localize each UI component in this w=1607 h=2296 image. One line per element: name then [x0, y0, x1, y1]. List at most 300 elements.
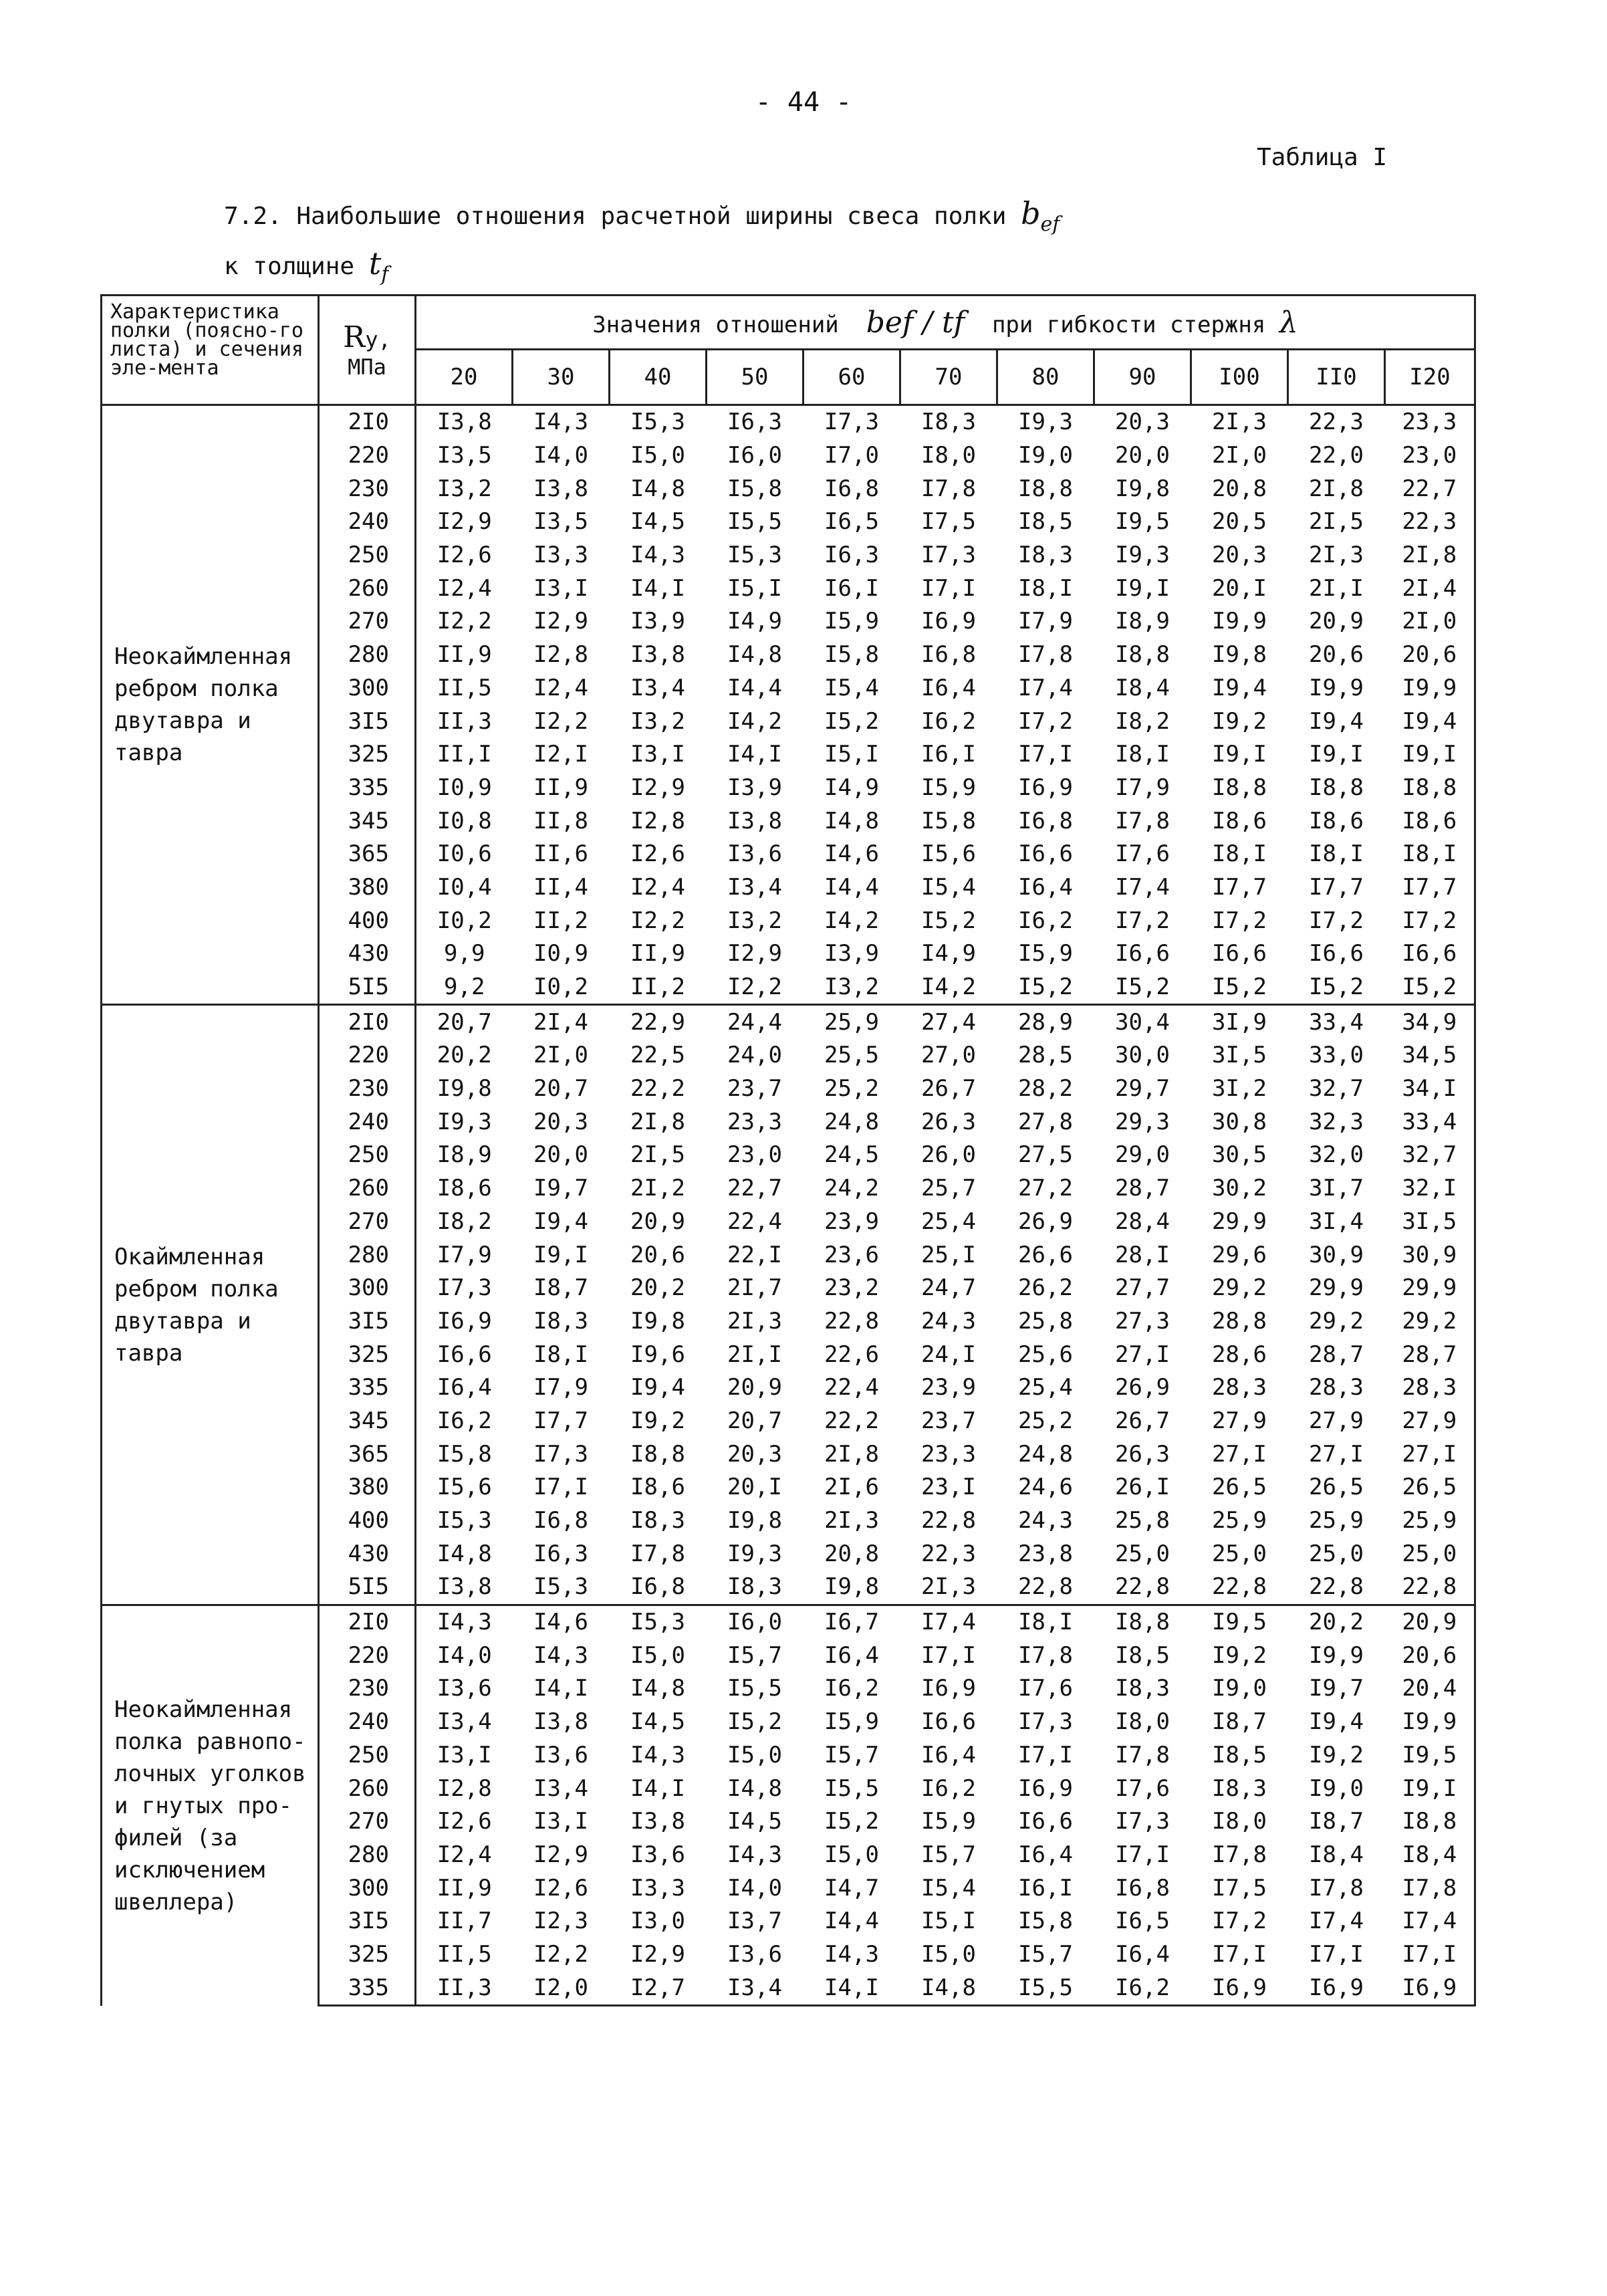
value-cell: 29,2 [1309, 1307, 1364, 1335]
ry-cell: 280 [319, 1839, 416, 1872]
value-cell: I3,6 [533, 1741, 588, 1768]
value-cell: I5,0 [824, 1841, 879, 1868]
value-cell: 24,7 [921, 1274, 976, 1302]
value-cell: I8,3 [707, 1571, 804, 1605]
value-cell: I6,3 [824, 542, 879, 569]
value-cell: I5,9 [921, 774, 976, 801]
value-cell: I3,9 [630, 608, 685, 635]
value-cell: I4,7 [824, 1874, 879, 1902]
value-cell: I3,4 [727, 873, 782, 901]
value-cell: 26,5 [1212, 1474, 1267, 1501]
value-cell: 26,9 [1018, 1208, 1073, 1235]
value-cell: I6,6 [1018, 1808, 1073, 1835]
value-cell: 28,7 [1309, 1341, 1364, 1368]
value-cell: I4,2 [727, 707, 782, 735]
value-cell: I0,4 [437, 873, 492, 901]
value-cell: 20,6 [1309, 641, 1364, 669]
group-label-line: ребром полка [114, 675, 279, 703]
value-cell: I3,9 [727, 774, 782, 801]
value-cell: I6,3 [707, 405, 804, 439]
value-cell: I5,7 [1018, 1940, 1073, 1968]
header-ry-r: R [343, 320, 366, 354]
value-cell: 20,2 [437, 1042, 492, 1069]
value-cell: 28,3 [1309, 1374, 1364, 1401]
value-cell: I4,8 [727, 1774, 782, 1802]
value-cell: I6,0 [727, 442, 782, 469]
value-cell: 2I,5 [1309, 508, 1364, 536]
value-cell: 20,I [727, 1474, 782, 1501]
value-cell: I5,8 [1018, 1908, 1073, 1935]
value-cell: 23,7 [727, 1075, 782, 1103]
value-cell: I4,I [630, 574, 685, 602]
value-cell: I7,2 [1115, 907, 1170, 934]
ry-cell: 300 [319, 672, 416, 705]
value-cell: I7,4 [1115, 873, 1170, 901]
value-cell: I5,I [824, 741, 879, 768]
value-cell: 25,9 [1385, 1504, 1475, 1538]
column-header: 70 [900, 350, 997, 405]
value-cell: I4,2 [824, 907, 879, 934]
value-cell: 25,8 [1018, 1307, 1073, 1335]
table-row [102, 405, 1475, 439]
value-cell: 22,2 [630, 1075, 685, 1103]
value-cell: I6,4 [921, 1741, 976, 1768]
value-cell: I3,6 [437, 1675, 492, 1702]
value-cell: I7,I [921, 574, 976, 602]
value-cell: I0,2 [513, 971, 610, 1005]
value-cell: I2,6 [437, 1808, 492, 1835]
value-cell: I8,8 [1385, 1805, 1475, 1839]
value-cell: 25,4 [1018, 1374, 1073, 1401]
value-cell: I3,4 [630, 674, 685, 701]
value-cell: I3,8 [533, 1708, 588, 1736]
value-cell: I8,6 [630, 1474, 685, 1501]
value-cell: II,9 [630, 940, 685, 967]
value-cell: I5,3 [610, 405, 707, 439]
value-cell: 23,7 [921, 1407, 976, 1434]
value-cell: 26,3 [1115, 1440, 1170, 1468]
value-cell: I2,6 [437, 542, 492, 569]
value-cell: I9,I [1385, 738, 1475, 772]
value-cell: 27,5 [1018, 1141, 1073, 1169]
value-cell: 20,5 [1212, 508, 1267, 536]
column-header: 90 [1094, 350, 1191, 405]
value-cell: I2,8 [437, 1774, 492, 1802]
value-cell: I2,2 [533, 1940, 588, 1968]
value-cell: 2I,8 [630, 1108, 685, 1135]
value-cell: I8,3 [1115, 1675, 1170, 1702]
value-cell: 34,I [1385, 1072, 1475, 1106]
value-cell: I4,4 [824, 873, 879, 901]
value-cell: 2I,2 [630, 1175, 685, 1202]
value-cell: I7,8 [921, 475, 976, 502]
value-cell: 29,2 [1212, 1274, 1267, 1302]
ry-cell: 380 [319, 871, 416, 905]
value-cell: I8,5 [1018, 508, 1073, 536]
value-cell: I7,8 [1212, 1841, 1267, 1868]
value-cell: I9,4 [1212, 674, 1267, 701]
value-cell: 2I,3 [727, 1307, 782, 1335]
value-cell: 22,8 [1191, 1571, 1288, 1605]
ry-cell: 280 [319, 639, 416, 672]
ry-cell: 270 [319, 1805, 416, 1839]
symbol-b-sub: ef [1040, 213, 1060, 236]
value-cell: I5,2 [1094, 971, 1191, 1005]
ry-cell: 2I0 [319, 1605, 416, 1639]
heading-line-2-text: к толщине [224, 253, 355, 280]
value-cell: I3,7 [727, 1908, 782, 1935]
value-cell: 2I,5 [630, 1141, 685, 1169]
value-cell: I8,2 [437, 1208, 492, 1235]
value-cell: 20,9 [727, 1374, 782, 1401]
value-cell: 26,6 [1018, 1241, 1073, 1268]
value-cell: 27,7 [1115, 1274, 1170, 1302]
value-cell: 25,I [921, 1241, 976, 1268]
value-cell: I6,8 [1018, 807, 1073, 834]
value-cell: 27,4 [900, 1005, 997, 1039]
value-cell: I9,9 [1212, 608, 1267, 635]
value-cell: I5,2 [997, 971, 1094, 1005]
value-cell: I5,2 [824, 707, 879, 735]
value-cell: 30,2 [1212, 1175, 1267, 1202]
value-cell: I8,3 [533, 1307, 588, 1335]
value-cell: I2,6 [533, 1874, 588, 1902]
value-cell: I5,7 [727, 1641, 782, 1669]
value-cell: I8,8 [1018, 475, 1073, 502]
symbol-b: b [1021, 195, 1041, 231]
value-cell: 28,5 [1018, 1042, 1073, 1069]
ry-cell: 3I5 [319, 1905, 416, 1938]
value-cell: 22,5 [630, 1042, 685, 1069]
ry-cell: 325 [319, 1338, 416, 1371]
value-cell: I2,9 [630, 1940, 685, 1968]
value-cell: I9,6 [630, 1341, 685, 1368]
value-cell: I2,8 [533, 641, 588, 669]
value-cell: I6,2 [1094, 1971, 1191, 2005]
group-label-line: ребром полка [114, 1275, 279, 1302]
value-cell: 20,3 [727, 1440, 782, 1468]
header-lambda: λ [1279, 305, 1298, 340]
value-cell: I5,2 [921, 907, 976, 934]
value-cell: I6,2 [921, 1774, 976, 1802]
value-cell: 20,6 [1385, 639, 1475, 672]
value-cell: I2,9 [437, 508, 492, 536]
ry-cell: 335 [319, 1971, 416, 2005]
value-cell: 2I,3 [1191, 405, 1288, 439]
value-cell: I8,I [1115, 741, 1170, 768]
value-cell: I5,3 [513, 1571, 610, 1605]
value-cell: I2,9 [630, 774, 685, 801]
value-cell: I6,2 [921, 707, 976, 735]
value-cell: 20,0 [1115, 442, 1170, 469]
value-cell: 28,9 [997, 1005, 1094, 1039]
value-cell: I6,9 [1191, 1971, 1288, 2005]
value-cell: I7,9 [1018, 608, 1073, 635]
value-cell: I4,I [533, 1675, 588, 1702]
value-cell: I8,4 [1385, 1839, 1475, 1872]
value-cell: I8,8 [1212, 774, 1267, 801]
value-cell: I5,9 [1018, 940, 1073, 967]
ry-cell: 5I5 [319, 1571, 416, 1605]
value-cell: I6,5 [1115, 1908, 1170, 1935]
value-cell: I7,4 [900, 1605, 997, 1639]
value-cell: I5,7 [824, 1741, 879, 1768]
value-cell: II,8 [533, 807, 588, 834]
value-cell: 32,3 [1309, 1108, 1364, 1135]
value-cell: I9,7 [533, 1175, 588, 1202]
value-cell: 26,7 [1115, 1407, 1170, 1434]
value-cell: I4,3 [416, 1605, 513, 1639]
value-cell: 20,3 [1212, 542, 1267, 569]
value-cell: I6,3 [533, 1540, 588, 1567]
value-cell: 30,0 [1115, 1042, 1170, 1069]
value-cell: I5,8 [921, 807, 976, 834]
ry-cell: 270 [319, 605, 416, 639]
value-cell: 22,2 [824, 1407, 879, 1434]
value-cell: 22,3 [1385, 505, 1475, 539]
value-cell: I4,3 [630, 542, 685, 569]
value-cell: 25,2 [824, 1075, 879, 1103]
value-cell: I8,3 [900, 405, 997, 439]
ry-cell: 240 [319, 505, 416, 539]
ry-cell: 365 [319, 1438, 416, 1471]
ry-cell: 240 [319, 1706, 416, 1739]
value-cell: I7,9 [437, 1241, 492, 1268]
value-cell: 26,0 [921, 1141, 976, 1169]
symbol-t-sub: f [381, 263, 389, 286]
value-cell: I4,I [630, 1774, 685, 1802]
value-cell: 27,9 [1212, 1407, 1267, 1434]
value-cell: I5,6 [437, 1474, 492, 1501]
ry-cell: 365 [319, 838, 416, 871]
value-cell: 30,9 [1385, 1238, 1475, 1272]
ry-cell: 260 [319, 572, 416, 605]
value-cell: I2,4 [437, 574, 492, 602]
value-cell: 22,3 [921, 1540, 976, 1567]
value-cell: I2,9 [533, 1841, 588, 1868]
value-cell: I9,4 [1309, 707, 1364, 735]
value-cell: I8,0 [1115, 1708, 1170, 1736]
table-row [102, 1605, 1475, 1639]
value-cell: I9,2 [1212, 707, 1267, 735]
value-cell: 22,8 [1385, 1571, 1475, 1605]
value-cell: I8,8 [630, 1440, 685, 1468]
value-cell: I3,4 [533, 1774, 588, 1802]
value-cell: 20,9 [1309, 608, 1364, 635]
value-cell: I6,9 [1018, 774, 1073, 801]
value-cell: 3I,5 [1212, 1042, 1267, 1069]
value-cell: I7,4 [1309, 1908, 1364, 1935]
value-cell: II,5 [437, 1940, 492, 1968]
value-cell: 26,7 [921, 1075, 976, 1103]
value-cell: I8,3 [1018, 542, 1073, 569]
value-cell: I9,3 [997, 405, 1094, 439]
value-cell: I9,5 [1385, 1739, 1475, 1772]
value-cell: I7,7 [533, 1407, 588, 1434]
value-cell: I6,4 [1115, 1940, 1170, 1968]
value-cell: 29,9 [1212, 1208, 1267, 1235]
value-cell: 3I,9 [1191, 1005, 1288, 1039]
value-cell: I8,0 [921, 442, 976, 469]
value-cell: 26,5 [1309, 1474, 1364, 1501]
value-cell: I5,6 [921, 840, 976, 868]
value-cell: I7,I [533, 1474, 588, 1501]
value-cell: I4,I [727, 741, 782, 768]
value-cell: 26,I [1115, 1474, 1170, 1501]
ry-cell: 230 [319, 1072, 416, 1106]
header-characteristic: Характеристика полки (поясно-го листа) и сечения эле-мента [102, 296, 319, 405]
value-cell: 3I,2 [1212, 1075, 1267, 1103]
ry-cell: 300 [319, 1272, 416, 1305]
value-cell: I6,5 [824, 508, 879, 536]
value-cell: 2I,0 [1385, 605, 1475, 639]
heading-line-2 [224, 244, 1060, 294]
value-cell: I8,7 [1212, 1708, 1267, 1736]
value-cell: I5,3 [727, 542, 782, 569]
ry-cell: 3I5 [319, 1305, 416, 1339]
value-cell: 2I,4 [1385, 572, 1475, 605]
value-cell: I7,7 [1212, 873, 1267, 901]
value-cell: 26,2 [1018, 1274, 1073, 1302]
value-cell: I4,8 [630, 475, 685, 502]
value-cell: I5,4 [824, 674, 879, 701]
value-cell: 22,8 [997, 1571, 1094, 1605]
value-cell: I2,I [533, 741, 588, 768]
value-cell: I3,6 [630, 1841, 685, 1868]
value-cell: 20,3 [1094, 405, 1191, 439]
value-cell: I4,4 [824, 1908, 879, 1935]
value-cell: I7,9 [1115, 774, 1170, 801]
value-cell: 2I,8 [1385, 539, 1475, 572]
value-cell: 28,I [1115, 1241, 1170, 1268]
value-cell: 27,2 [1018, 1175, 1073, 1202]
value-cell: 2I,7 [727, 1274, 782, 1302]
value-cell: 28,7 [1115, 1175, 1170, 1202]
value-cell: 23,I [921, 1474, 976, 1501]
value-cell: 2I,3 [1309, 542, 1364, 569]
group-label-line: Неокаймленная [114, 643, 293, 671]
ry-cell: 5I5 [319, 971, 416, 1005]
value-cell: I9,8 [630, 1307, 685, 1335]
value-cell: 2I,8 [824, 1440, 879, 1468]
value-cell: I2,2 [533, 707, 588, 735]
value-cell: I3,4 [437, 1708, 492, 1736]
value-cell: I2,8 [630, 807, 685, 834]
value-cell: I3,I [630, 741, 685, 768]
value-cell: 20,6 [1385, 1639, 1475, 1672]
value-cell: 24,8 [824, 1108, 879, 1135]
value-cell: I8,4 [1115, 674, 1170, 701]
value-cell: I9,4 [533, 1208, 588, 1235]
value-cell: I4,8 [727, 641, 782, 669]
column-header: 80 [997, 350, 1094, 405]
value-cell: I4,0 [727, 1874, 782, 1902]
ry-cell: 380 [319, 1471, 416, 1504]
group-label [102, 405, 319, 1005]
value-cell: 2I,3 [900, 1571, 997, 1605]
value-cell: 25,5 [824, 1042, 879, 1069]
value-cell: I4,8 [437, 1540, 492, 1567]
value-cell: I8,I [1309, 840, 1364, 868]
value-cell: 27,9 [1309, 1407, 1364, 1434]
value-cell: I7,3 [921, 542, 976, 569]
value-cell: I2,4 [437, 1841, 492, 1868]
value-cell: I8,I [1385, 838, 1475, 871]
value-cell: I4,5 [630, 508, 685, 536]
value-cell: I9,I [1115, 574, 1170, 602]
ry-cell: 345 [319, 804, 416, 838]
value-cell: 32,7 [1385, 1139, 1475, 1172]
value-cell: I8,6 [1309, 807, 1364, 834]
value-cell: I6,8 [610, 1571, 707, 1605]
value-cell: II,I [437, 741, 492, 768]
value-cell: 25,2 [1018, 1407, 1073, 1434]
ratio-table [100, 294, 1476, 2006]
value-cell: I9,5 [1115, 508, 1170, 536]
value-cell: 28,3 [1385, 1371, 1475, 1405]
value-cell: I7,9 [533, 1374, 588, 1401]
value-cell: 29,6 [1212, 1241, 1267, 1268]
value-cell: II,3 [416, 1971, 513, 2005]
value-cell: I7,8 [1018, 1641, 1073, 1669]
value-cell: I4,8 [824, 807, 879, 834]
ry-cell: 3I5 [319, 705, 416, 738]
value-cell: I7,6 [1018, 1675, 1073, 1702]
value-cell: I4,6 [824, 840, 879, 868]
value-cell: 25,9 [1309, 1507, 1364, 1534]
value-cell: I4,3 [513, 405, 610, 439]
value-cell: I0,6 [437, 840, 492, 868]
value-cell: I4,2 [900, 971, 997, 1005]
value-cell: 24,8 [1018, 1440, 1073, 1468]
value-cell: 3I,5 [1385, 1206, 1475, 1239]
column-header: 20 [416, 350, 513, 405]
value-cell: I5,2 [727, 1708, 782, 1736]
value-cell: 26,9 [1115, 1374, 1170, 1401]
value-cell: 23,8 [1018, 1540, 1073, 1567]
value-cell: I8,5 [1212, 1741, 1267, 1768]
value-cell: II,9 [437, 1874, 492, 1902]
value-cell: 25,0 [1309, 1540, 1364, 1567]
value-cell: I6,2 [824, 1675, 879, 1702]
value-cell: I3,3 [533, 542, 588, 569]
value-cell: 27,3 [1115, 1307, 1170, 1335]
column-header: 60 [804, 350, 900, 405]
value-cell: I7,8 [1115, 807, 1170, 834]
value-cell: I6,4 [1018, 1841, 1073, 1868]
value-cell: I4,I [804, 1971, 900, 2005]
value-cell: I5,9 [921, 1808, 976, 1835]
value-cell: I2,2 [437, 608, 492, 635]
value-cell: I2,2 [707, 971, 804, 1005]
value-cell: I2,0 [513, 1971, 610, 2005]
value-cell: I9,9 [1385, 672, 1475, 705]
value-cell: 32,0 [1309, 1141, 1364, 1169]
value-cell: 33,4 [1288, 1005, 1385, 1039]
value-cell: 24,2 [824, 1175, 879, 1202]
table-label: Таблица I [1257, 144, 1388, 171]
value-cell: I3,6 [727, 840, 782, 868]
value-cell: I9,8 [727, 1507, 782, 1534]
value-cell: I8,6 [1212, 807, 1267, 834]
value-cell: 23,9 [921, 1374, 976, 1401]
value-cell: I4,3 [533, 1641, 588, 1669]
value-cell: 22,8 [824, 1307, 879, 1335]
ry-cell: 2I0 [319, 405, 416, 439]
value-cell: I8,I [533, 1341, 588, 1368]
value-cell: 27,I [1385, 1438, 1475, 1471]
ry-cell: 335 [319, 1371, 416, 1405]
